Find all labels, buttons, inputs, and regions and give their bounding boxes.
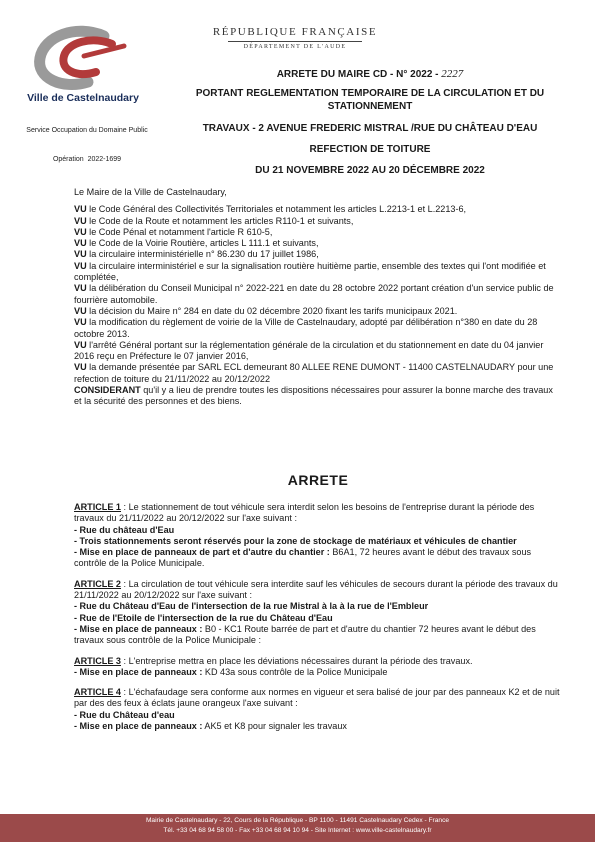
article-line-rest: B0 - KC1 Route barrée de part et d'autre du chantier 72 heures avant le début des travaux sous contrôle de la Police Municipale : [74, 623, 536, 646]
article-line-bold: - Rue de l'Etoile de l'intersection de la rue du Château d'Eau [74, 612, 333, 623]
spacer [74, 647, 562, 656]
department-label: DÉPARTEMENT DE L'AUDE [243, 44, 347, 50]
refection-line: REFECTION DE TOITURE [309, 144, 431, 155]
article-title: ARTICLE 3 [74, 655, 121, 666]
preamble-text: la circulaire interministérielle n° 86.230 du 17 juillet 1986, [86, 249, 319, 260]
travaux-line: TRAVAUX - 2 AVENUE FREDERIC MISTRAL /RUE DU CHÂTEAU D'EAU [202, 123, 538, 134]
preamble-lead: VU [74, 362, 87, 373]
preamble-lead: CONSIDERANT [74, 385, 141, 396]
preamble-intro: Le Maire de la Ville de Castelnaudary, [74, 187, 227, 197]
preamble-text: la modification du règlement de voirie de la Ville de Castelnaudary, adopté par délibération n°380 en date du 28 octobre 2013. [74, 317, 538, 339]
preamble-lead: VU [74, 249, 87, 260]
spacer [74, 678, 562, 687]
preamble-lead: VU [74, 215, 87, 226]
preamble-item [74, 238, 562, 249]
article-line-bold: - Rue du château d'Eau [74, 524, 175, 535]
city-logo-mark [26, 22, 146, 94]
preamble-lead: VU [74, 238, 87, 249]
article-line [74, 536, 562, 547]
articles [74, 502, 562, 732]
article-line-bold: - Mise en place de panneaux : [74, 666, 203, 677]
decision-title: ARRETE [287, 472, 349, 488]
article-body: : L'entreprise mettra en place les déviations nécessaires durant la période des travaux. [121, 655, 473, 666]
preamble [74, 187, 562, 408]
footer-address: Mairie de Castelnaudary - 22, Cours de la République - BP 1100 - 11491 Castelnaudary Cedex - France [145, 817, 450, 824]
article-line-rest: AK5 et K8 pour signaler les travaux [202, 721, 347, 732]
preamble-text: l'arrêté Général portant sur la réglementation générale de la circulation et du stationnement en date du 04 janvier 2016 reçu en Préfecture le 07 janvier 2016, [74, 339, 544, 362]
preamble-item [74, 283, 562, 306]
arrete-number-line [160, 68, 580, 80]
article-line-bold: - Mise en place de panneaux : [74, 623, 203, 634]
header-divider [228, 41, 362, 42]
city-logo [26, 22, 146, 122]
preamble-lead: VU [74, 305, 87, 316]
preamble-lead: VU [74, 204, 87, 215]
article-line [74, 547, 562, 570]
footer-contact: Tél. +33 04 68 94 58 00 - Fax +33 04 68 94 10 94 - Site Internet : www.ville-castelnaudary.fr [163, 827, 432, 834]
title-line-2: STATIONNEMENT [327, 101, 413, 112]
title-line-1: PORTANT REGLEMENTATION TEMPORAIRE DE LA CIRCULATION ET DU [195, 88, 545, 99]
preamble-text: le Code Général des Collectivités Territoriales et notamment les articles L.2213-1 et L.2213-6, [86, 204, 467, 215]
preamble-lead: VU [74, 339, 87, 350]
article-line-bold: - Rue du Château d'Eau de l'intersection de la rue Mistral à la à la rue de l'Embleur [74, 601, 429, 612]
preamble-item [74, 261, 562, 284]
article-title: ARTICLE 2 [74, 578, 121, 589]
preamble-text: qu'il y a lieu de prendre toutes les dispositions nécessaires pour assurer la bonne marche des travaux et la sécurité des personnes et des biens. [74, 385, 553, 407]
article-3 [74, 656, 562, 667]
article-line [74, 624, 562, 647]
article-body: : La circulation de tout véhicule sera interdite sauf les véhicules de secours durant la période des travaux du 21/11/2022 au 20/12/2022 sur l'axe suivant : [74, 578, 558, 601]
arrete-number: 2227 [441, 68, 464, 80]
period-line: DU 21 NOVEMBRE 2022 AU 20 DÉCEMBRE 2022 [255, 165, 485, 176]
article-line-bold: - Trois stationnements seront réservés pour la zone de stockage de matériaux et véhicules de chantier [74, 535, 517, 546]
article-line [74, 667, 562, 678]
article-body: : Le stationnement de tout véhicule sera interdit selon les besoins de l'entreprise durant la période des travaux du 21/11/2022 au 20/12/2022 sur l'axe suivant : [74, 502, 535, 524]
preamble-item [74, 227, 562, 238]
article-2 [74, 579, 562, 602]
preamble-item [74, 385, 562, 408]
article-line-rest: KD 43a sous contrôle de la Police Municipale [202, 666, 388, 677]
article-line [74, 613, 562, 624]
preamble-text: le Code de la Route et notamment les articles R110-1 et suivants, [86, 215, 354, 226]
preamble-item [74, 306, 562, 317]
article-line-bold: - Rue du Château d'eau [74, 709, 175, 720]
operation-label [22, 156, 152, 163]
article-line [74, 710, 562, 721]
article-1 [74, 502, 562, 525]
preamble-item [74, 340, 562, 363]
arrete-prefix: ARRETE DU MAIRE CD - N° 2022 - [276, 69, 439, 80]
preamble-item [74, 204, 562, 215]
preamble-text: la demande présentée par SARL ECL demeurant 80 ALLEE RENE DUMONT - 11400 CASTELNAUDARY pour une refection de toiture du 21/11/2022 au 20/12/2022 [74, 362, 554, 384]
spacer [74, 570, 562, 579]
preamble-item [74, 362, 562, 385]
article-line-rest: B6A1, 72 heures avant le début des travaux sous contrôle de la Police Municipale. [74, 547, 532, 569]
article-line [74, 601, 562, 612]
preamble-item [74, 317, 562, 340]
article-body: : L'échafaudage sera conforme aux normes en vigueur et sera balisé de jour par des panneaux K2 et de nuit par des des feux à éclats jaune orangeux l'axe suivant : [74, 687, 560, 709]
preamble-item [74, 216, 562, 227]
article-4 [74, 687, 562, 710]
preamble-lead: VU [74, 260, 87, 271]
republic-header: RÉPUBLIQUE FRANÇAISE [212, 26, 378, 38]
operation-prefix: Opération [52, 156, 84, 163]
article-title: ARTICLE 1 [74, 502, 121, 512]
preamble-text: le Code de la Voirie Routière, articles L 111.1 et suivants, [86, 238, 319, 249]
preamble-text: la délibération du Conseil Municipal n° 2022-221 en date du 28 octobre 2022 portant création d'un service public de fourrière automobile. [74, 283, 554, 305]
service-label: Service Occupation du Domaine Public [26, 127, 148, 134]
article-line-bold: - Mise en place de panneaux : [74, 721, 203, 732]
article-title: ARTICLE 4 [74, 687, 121, 698]
preamble-lead: VU [74, 317, 87, 328]
preamble-lead: VU [74, 283, 87, 294]
preamble-text: la circulaire interministériel e sur la signalisation routière huitième partie, ensemble des textes qui l'ont modifiée et complétée, [74, 260, 546, 283]
preamble-text: la décision du Maire n° 284 en date du 02 décembre 2020 fixant les tarifs municipaux 2021. [86, 305, 458, 316]
article-line [74, 721, 562, 732]
preamble-item [74, 249, 562, 260]
city-name: Ville de Castelnaudary [27, 92, 139, 104]
article-line-bold: - Mise en place de panneaux de part et d'autre du chantier : [74, 547, 330, 558]
operation-number: 2022-1699 [87, 156, 122, 163]
preamble-text: le Code Pénal et notamment l'article R 610-5, [86, 226, 273, 237]
article-line [74, 525, 562, 536]
preamble-lead: VU [74, 226, 87, 237]
